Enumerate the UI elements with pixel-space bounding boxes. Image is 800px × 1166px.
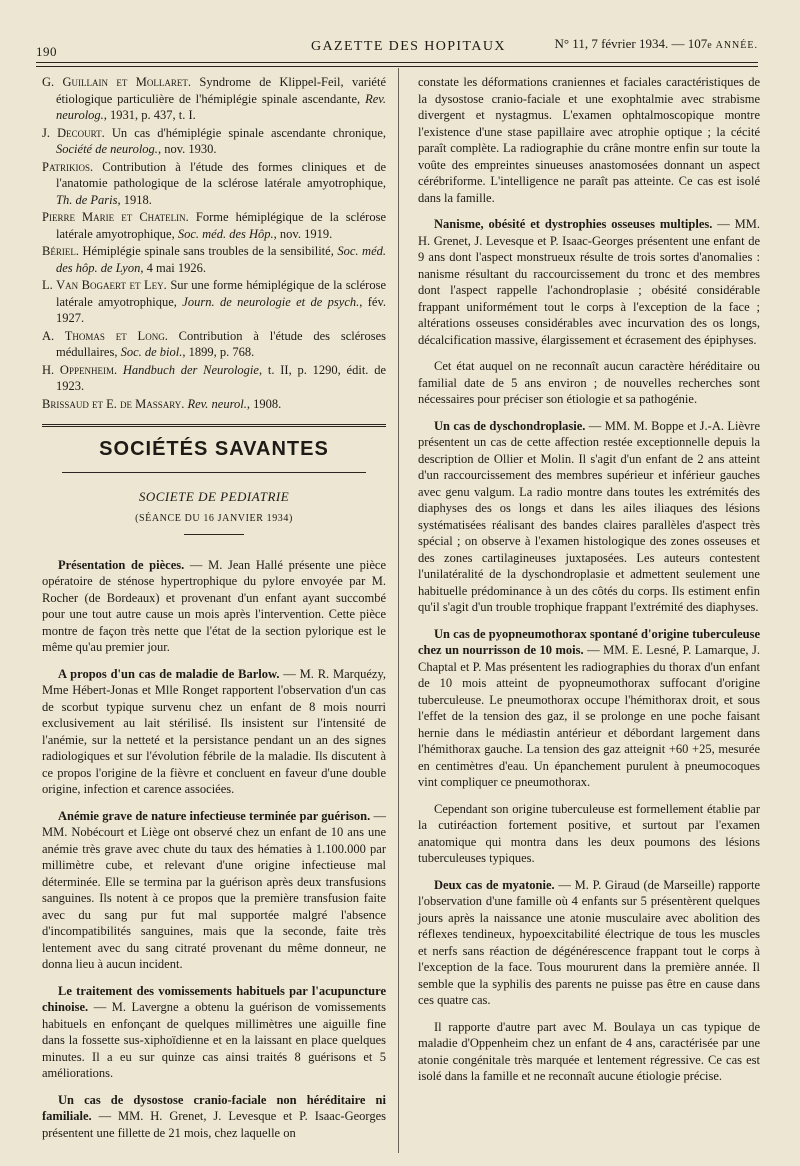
reference-tail: , 1931, p. 437, t. I.	[103, 108, 196, 122]
reference-tail: , t. II, p. 1290, édit. de 1923.	[56, 362, 386, 393]
communication	[42, 983, 386, 1082]
reference-tail: , 1908.	[246, 396, 282, 411]
communication-title: Anémie grave de nature infectieuse terminée par guérison.	[58, 808, 371, 823]
communication-body: — M. Jean Hallé présente une pièce opératoire de sténose hypertrophique du pylore envoyée par M. Rocher (de Bordeaux) et provenant d'un enfant ayant succombé pour une tout autre cause un mois après l'intervention. Cette pièce montre de façon très nette que l'état de la section pylorique est le même qu'au premier jour.	[42, 557, 386, 654]
communication	[418, 877, 760, 1009]
communication-body: — M. Lavergne a obtenu la guérison de vomissements habituels en enfonçant de quelques millimètres une aiguille fine dans la fossette sus-xiphoïdienne et en la laissant en place quelques minutes. Il a eu sur quinze cas ainsi traités 8 guérisons et 5 améliorations.	[42, 1000, 386, 1080]
communication-body: constate les déformations craniennes et faciales caractéristiques de la dysostose cranio-faciale et une exophtalmie avec strabisme divergent et nystagmus. L'examen ophtalmoscopique montre l'existence d'une stase papillaire avec atrophie optique ; la cécité paraît complète. La radiographie du crâne montre enfin sur toute la voûte des empreintes sinueuses anastomosées donnant un aspect cérébriforme. L'intelligence ne paraît pas atteinte. Ce cas est isolé dans la famille.	[418, 75, 760, 205]
communication-body: Cet état auquel on ne reconnaît aucun caractère héréditaire ou familial date de 5 ans environ ; de nouvelles recherches sont nécessaires pour préciser son étiologie et sa pathogénie.	[418, 359, 760, 406]
right-column	[418, 74, 760, 1095]
page-number: 190	[36, 44, 57, 59]
reference-source: Handbuch der Neurologie	[122, 362, 259, 377]
bibliography	[42, 74, 386, 412]
reference-text: Contribution à l'étude des formes cliniques et de l'anatomie pathologique de la sclérose latérale amyotrophique,	[56, 159, 386, 190]
left-communications	[42, 557, 386, 1142]
reference-authors: Pierre Marie et Chatelin.	[42, 210, 189, 224]
header-rule-2	[36, 66, 758, 67]
reference-entry	[42, 328, 386, 361]
reference-source: Soc. de biol.	[120, 345, 183, 359]
reference-entry	[42, 277, 386, 327]
reference-tail: , fév. 1927.	[56, 294, 387, 325]
short-rule	[184, 534, 244, 535]
issue-info	[554, 36, 758, 52]
reference-authors: H. Oppenheim.	[42, 362, 118, 377]
section-double-rule	[42, 424, 386, 427]
communication-title: Le traitement des vomissements habituels par l'acupuncture chinoise.	[42, 983, 386, 1014]
reference-source: Rev. neurol.	[187, 396, 247, 411]
communication-title: Un cas de dyschondroplasie.	[434, 418, 586, 433]
communication-title: Nanisme, obésité et dystrophies osseuses multiples.	[434, 217, 713, 231]
communication	[42, 1092, 386, 1142]
column-separator	[398, 68, 399, 1153]
reference-authors: L. Van Bogaert et Ley.	[42, 278, 167, 292]
reference-entry	[42, 243, 386, 276]
communication-title: Un cas de pyopneumothorax spontané d'origine tuberculeuse chez un nourrisson de 10 mois.	[418, 626, 760, 657]
reference-entry	[42, 74, 386, 124]
reference-source: Th. de Paris	[56, 192, 118, 207]
reference-text: Forme hémiplégique de la sclérose latérale amyotrophique,	[56, 210, 387, 241]
reference-entry	[42, 125, 386, 158]
reference-text: Un cas d'hémiplégie spinale ascendante chronique,	[104, 125, 386, 140]
reference-text: Syndrome de Klippel-Feil, variété étiologique particulière de l'hémiplégie spinale ascendante,	[56, 75, 386, 106]
communication	[42, 666, 386, 798]
reference-tail: , nov. 1919.	[273, 226, 333, 241]
communication-title: Deux cas de myatonie.	[434, 877, 555, 892]
section-title: SOCIÉTÉS SAVANTES	[99, 438, 329, 460]
title-rule	[62, 472, 366, 473]
communication	[418, 1019, 760, 1085]
issue-date: N° 11, 7 février 1934. — 107	[554, 36, 708, 51]
communication-body: Il rapporte d'autre part avec M. Boulaya un cas typique de maladie d'Oppenheim chez un enfant de 4 ans, caractérisée par une atonie congénitale très marquée et lentement régressive. Ce cas est isolé dans la famille et ne reconnaît aucune étiologie précise.	[418, 1019, 760, 1083]
reference-source: Soc. méd. des hôp. de Lyon	[56, 244, 386, 275]
communication	[42, 808, 386, 973]
left-column	[42, 74, 386, 1151]
reference-tail: , 1899, p. 768.	[182, 345, 255, 359]
communication-body: — MM. H. Grenet, J. Levesque et P. Isaac-Georges présentent une fillette de 21 mois, chez laquelle on	[42, 1109, 386, 1140]
communication	[418, 358, 760, 408]
reference-entry	[42, 159, 386, 209]
reference-entry	[42, 396, 386, 413]
reference-text: Hémiplégie spinale sans troubles de la sensibilité,	[78, 244, 338, 258]
communication-body: — MM. H. Grenet, J. Levesque et P. Isaac-Georges présentent une enfant de 9 ans dont l'aspect monstrueux résulte de trois sortes d'anomalies : nanisme résultant du raccourcissement du tronc et des membres dont l'aspect rappelle l'achondroplasie ; obésité considérable frappant uniformément tout le corps à l'exception de la face ; altérations osseuses considérables avec incurvation des os longs, décalcification massive, élargissement et écrasement des épiphyses.	[418, 217, 760, 347]
reference-tail: , 1918.	[117, 192, 152, 207]
reference-tail: , nov. 1930.	[157, 142, 217, 156]
issue-year-suffix: e ANNÉE.	[707, 40, 758, 51]
communication-body: — MM. Nobécourt et Liège ont observé chez un enfant de 10 ans une anémie très grave avec chute du taux des hématies à 1.100.000 par millimètre cube, et relevant d'une origine infectieuse mal déterminée. Elle se termina par la guérison après deux transfusions sanguines. Ils notent à ce propos que la première transfusion faite avec du sang pur fut mal supportée malgré l'absence d'incompatibilités sanguines, mais que la seconde, faite très lentement avec du sang citraté provenant du même donneur, ne donna lieu à aucun incident.	[42, 808, 387, 971]
communication-body: — M. P. Giraud (de Marseille) rapporte l'observation d'une famille où 4 enfants sur 5 présentèrent quelques jours après la naissance une atonie musculaire avec abolition des réflexes tendineux, hypoexcitabilité électrique de tous les muscles et nerfs sans réaction de dégénérescence frappant tout le corps à l'exception de la face. Tous moururent dans la première année. Il semble que la syphilis des parents ne puisse pas être en cause dans ces quatre cas.	[418, 877, 760, 1007]
communication	[418, 418, 760, 616]
communication-title: A propos d'un cas de maladie de Barlow.	[58, 666, 280, 681]
reference-entry	[42, 362, 386, 395]
reference-authors: Bériel.	[42, 244, 79, 258]
communication-body: Cependant son origine tuberculeuse est formellement établie par la cutiréaction fortement positive, et surtout par l'examen anatomique qui montra dans les deux poumons des lésions tuberculeuses typiques.	[418, 801, 760, 865]
reference-authors: G. Guillain et Mollaret.	[42, 75, 192, 89]
communication	[418, 216, 760, 348]
reference-authors: Patrikios.	[42, 159, 94, 174]
communication-title: Présentation de pièces.	[58, 557, 185, 572]
reference-text: Contribution à l'étude des scléroses médullaires,	[56, 328, 386, 359]
reference-tail: , 4 mai 1926.	[140, 260, 206, 275]
reference-source: Rev. neurolog.	[56, 91, 386, 122]
reference-entry	[42, 209, 386, 242]
society-name: SOCIETE DE PEDIATRIE	[138, 488, 290, 504]
reference-authors: Brissaud et E. de Massary.	[42, 396, 185, 411]
communication	[418, 74, 760, 206]
page-header	[36, 36, 758, 62]
reference-authors: A. Thomas et Long.	[42, 328, 168, 343]
reference-authors: J. Decourt.	[42, 125, 105, 140]
reference-text: Sur une forme hémiplégique de la sclérose latérale amyotrophique,	[56, 278, 386, 309]
session-date: (SÉANCE DU 16 JANVIER 1934)	[135, 513, 293, 524]
communication-body: — M. R. Marquézy, Mme Hébert-Jonas et Mlle Ronget rapportent l'observation d'un cas de scorbut typique survenu chez un enfant de 8 mois nourri exclusivement au lait stérilisé. Ils insistent sur l'intensité de l'anémie, sur la netteté et la persistance pendant un an des signes radiologiques et sur l'évolution fébrile de la maladie. Ils discutent à ce propos l'origine de la fièvre et concluent en faveur d'une double origine, infection et carence associées.	[42, 666, 387, 796]
communication	[42, 557, 386, 656]
communication-body: — MM. M. Boppe et J.-A. Lièvre présentent un cas de cette affection restée exceptionnelle depuis la description de Ollier et Molin. Il s'agit d'un enfant de 2 ans atteint d'un raccourcissement des membres supérieur et inférieur gauches avec genu valgum. La radio montre dans toutes les extrémités des diaphyses des os longs et dans les ailes iliaques des lésions systématisées réalisant des bandes claires parallèles d'aspect très spécial ; on observe à l'examen histologique des zones osseuses et des zones cartilagineuses juxtaposées. Les auteurs contestent l'unilatéralité de la dyschondroplasie et admettent seulement une habituelle prédominance à un des côtés du corps. Ils estiment enfin qu'il s'agit d'un trouble trophique frappant l'extrémité des diaphyses.	[418, 418, 761, 614]
journal-title: GAZETTE DES HOPITAUX	[311, 39, 506, 54]
communication-body: — MM. E. Lesné, P. Lamarque, J. Chaptal et P. Mas présentent les radiographies du thorax d'un enfant de 10 mois atteint de pyopneumothorax suffocant d'origine tuberculeuse. Le pneumothorax occupe l'hémithorax droit, et sous l'effet de la tension des gaz, il se prolonge en une poche faisant hernie dans le médiastin antérieur et débordant largement dans l'hémithorax gauche. La tension des gaz atteignit +60 +25, mesurée en centimètres d'eau. Un épanchement purulent à pneumocoques vint compliquer ce pneumothorax.	[418, 643, 760, 789]
right-communications	[418, 74, 760, 1085]
communication	[418, 626, 760, 791]
reference-source: Journ. de neurologie et de psych.	[182, 294, 360, 309]
reference-source: Société de neurolog.	[56, 142, 158, 156]
header-rule	[36, 62, 758, 63]
reference-source: Soc. méd. des Hôp.	[177, 226, 274, 241]
communication-title: Un cas de dysostose cranio-faciale non héréditaire ni familiale.	[42, 1092, 386, 1123]
communication	[418, 801, 760, 867]
